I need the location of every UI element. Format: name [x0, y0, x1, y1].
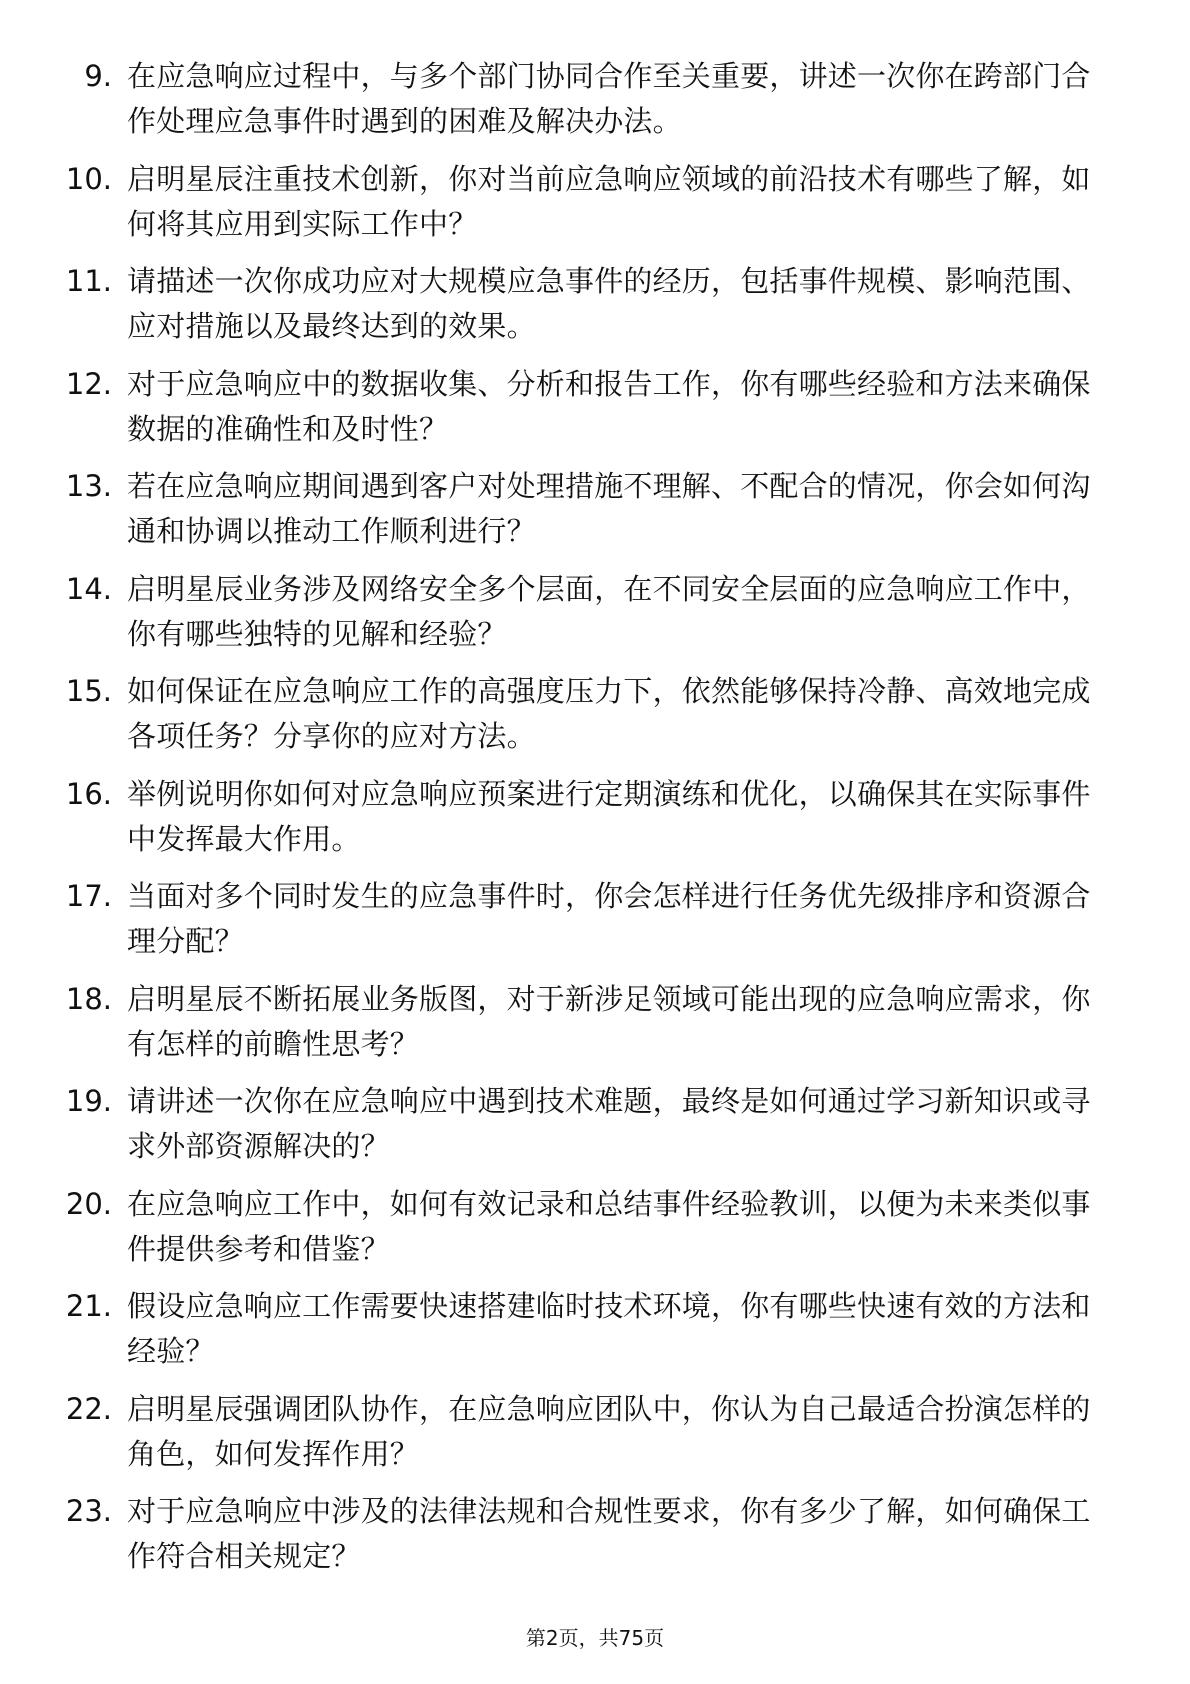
question-text: 对于应急响应中涉及的法律法规和合规性要求，你有多少了解，如何确保工作符合相关规定？: [127, 1494, 1091, 1573]
question-item: [0, 973, 1190, 1076]
question-item: [0, 50, 1190, 153]
question-item: [0, 870, 1190, 973]
question-item: [0, 1178, 1190, 1281]
question-number: 22.: [65, 1391, 112, 1426]
question-number: 12.: [65, 366, 112, 401]
question-item: [0, 1485, 1190, 1588]
question-item: [0, 563, 1190, 666]
question-text: 在应急响应过程中，与多个部门协同合作至关重要，讲述一次你在跨部门合作处理应急事件时遇到的困难及解决办法。: [127, 59, 1091, 138]
question-item: [0, 665, 1190, 768]
question-text: 对于应急响应中的数据收集、分析和报告工作，你有哪些经验和方法来确保数据的准确性和及时性？: [127, 366, 1091, 446]
question-item: [0, 153, 1190, 256]
question-number: 9.: [84, 59, 112, 93]
question-item: [0, 1075, 1190, 1178]
question-item: [0, 358, 1190, 461]
question-text: 请讲述一次你在应急响应中遇到技术难题，最终是如何通过学习新知识或寻求外部资源解决的？: [127, 1084, 1091, 1163]
question-text: 若在应急响应期间遇到客户对处理措施不理解、不配合的情况，你会如何沟通和协调以推动工作顺利进行？: [127, 469, 1091, 548]
question-text: 启明星辰强调团队协作，在应急响应团队中，你认为自己最适合扮演怎样的角色，如何发挥作用？: [127, 1391, 1091, 1471]
question-text: 启明星辰不断拓展业务版图，对于新涉足领域可能出现的应急响应需求，你有怎样的前瞻性思考？: [127, 981, 1091, 1061]
question-number: 11.: [65, 264, 112, 298]
question-number: 15.: [65, 674, 112, 708]
question-text: 在应急响应工作中，如何有效记录和总结事件经验教训，以便为未来类似事件提供参考和借鉴？: [127, 1186, 1091, 1266]
question-number: 17.: [65, 879, 112, 913]
question-number: 16.: [65, 776, 112, 811]
question-text: 假设应急响应工作需要快速搭建临时技术环境，你有哪些快速有效的方法和经验？: [127, 1289, 1091, 1368]
question-number: 18.: [65, 981, 112, 1016]
question-number: 14.: [65, 571, 112, 606]
question-item: [0, 768, 1190, 871]
question-text: 启明星辰注重技术创新，你对当前应急响应领域的前沿技术有哪些了解，如何将其应用到实际工作中？: [127, 161, 1091, 241]
question-text: 启明星辰业务涉及网络安全多个层面，在不同安全层面的应急响应工作中，你有哪些独特的见解和经验？: [127, 571, 1091, 651]
question-item: [0, 1383, 1190, 1486]
question-number: 13.: [65, 469, 112, 503]
question-number: 23.: [65, 1494, 112, 1528]
question-number: 10.: [65, 161, 112, 196]
question-list: [0, 50, 1190, 1588]
question-item: [0, 255, 1190, 358]
page-footer: 第2页，共75页: [525, 1626, 665, 1650]
question-text: 举例说明你如何对应急响应预案进行定期演练和优化，以确保其在实际事件中发挥最大作用。: [127, 776, 1091, 856]
question-item: [0, 460, 1190, 563]
question-text: 如何保证在应急响应工作的高强度压力下，依然能够保持冷静、高效地完成各项任务？分享你的应对方法。: [127, 674, 1091, 753]
question-text: 当面对多个同时发生的应急事件时，你会怎样进行任务优先级排序和资源合理分配？: [127, 879, 1091, 958]
question-text: 请描述一次你成功应对大规模应急事件的经历，包括事件规模、影响范围、应对措施以及最终达到的效果。: [127, 264, 1091, 343]
question-item: [0, 1280, 1190, 1383]
question-number: 21.: [65, 1289, 112, 1323]
question-number: 19.: [65, 1084, 112, 1118]
question-number: 20.: [65, 1186, 112, 1221]
